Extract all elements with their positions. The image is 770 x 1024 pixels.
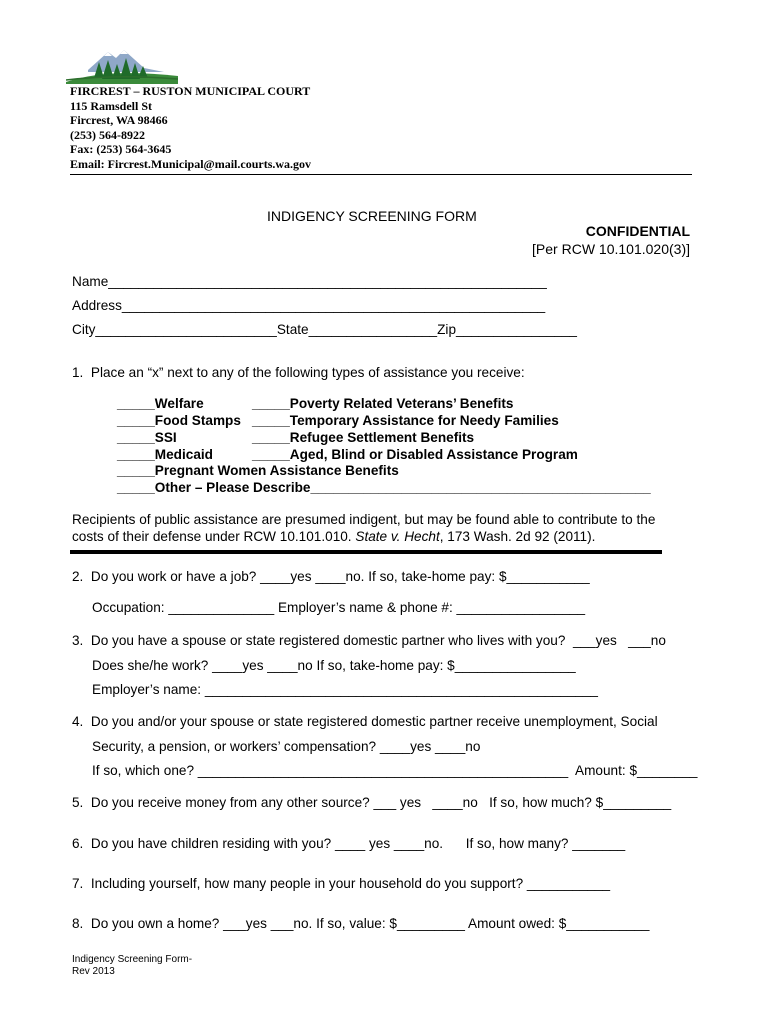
name-field[interactable]: Name__________________________________________________________ — [72, 274, 547, 289]
court-name: FIRCREST – RUSTON MUNICIPAL COURT — [70, 84, 311, 98]
court-phone: (253) 564-8922 — [70, 127, 145, 142]
court-fax: Fax: (253) 564-3645 — [70, 142, 172, 156]
question-6[interactable]: 6. Do you have children residing with you? ____ yes ____no. If so, how many? _______ — [72, 836, 626, 851]
assistance-welfare[interactable]: _____Welfare — [117, 396, 204, 411]
court-logo-mountain-trees — [66, 48, 178, 84]
spouse-employer-field[interactable]: Employer’s name: ____________________________________________________ — [92, 682, 598, 697]
footer-form-name: Indigency Screening Form- — [72, 954, 193, 965]
assistance-medicaid[interactable]: _____Medicaid — [117, 447, 213, 462]
question-7[interactable]: 7. Including yourself, how many people in your household do you support? ___________ — [72, 876, 611, 891]
indigency-notice — [72, 511, 672, 545]
court-email: Email: Fircrest.Municipal@mail.courts.wa.gov — [70, 156, 312, 171]
form-title: INDIGENCY SCREENING FORM — [267, 208, 477, 224]
notice-case-citation: State v. Hecht — [355, 529, 440, 544]
confidential-label: CONFIDENTIAL — [585, 223, 690, 239]
notice-text-end: , 173 Wash. 2d 92 (2011). — [439, 529, 596, 544]
assistance-poverty-veterans[interactable]: _____Poverty Related Veterans’ Benefits — [252, 396, 514, 411]
footer-revision: Rev 2013 — [72, 966, 115, 977]
section-divider — [70, 550, 662, 554]
assistance-other[interactable]: _____Other – Please Describe_____________________________________________ — [117, 480, 651, 495]
assistance-tanf[interactable]: _____Temporary Assistance for Needy Families — [252, 413, 559, 428]
court-address-city: Fircrest, WA 98466 — [70, 113, 168, 127]
question-8[interactable]: 8. Do you own a home? ___yes ___no. If so, value: $_________ Amount owed: $___________ — [72, 916, 650, 931]
occupation-field[interactable]: Occupation: ______________ Employer’s name & phone #: _________________ — [92, 600, 586, 615]
header-divider — [70, 174, 692, 175]
assistance-pregnant-women[interactable]: _____Pregnant Women Assistance Benefits — [117, 463, 399, 478]
spouse-work-field[interactable]: Does she/he work? ____yes ____no If so, take-home pay: $________________ — [92, 658, 576, 673]
benefits-which-amount-field[interactable]: If so, which one? _________________________________________________ Amount: $________ — [92, 763, 698, 778]
notice-text: Recipients of public assistance are presumed indigent, but may be found able to contribute to the costs of their defense under RCW 10.101.010. — [72, 512, 656, 544]
question-3[interactable]: 3. Do you have a spouse or state registered domestic partner who lives with you? ___yes ___no — [72, 633, 666, 648]
benefits-yes-no-field[interactable]: Security, a pension, or workers’ compensation? ____yes ____no — [92, 739, 481, 754]
rcw-reference: [Per RCW 10.101.020(3)] — [532, 241, 690, 257]
question-2[interactable]: 2. Do you work or have a job? ____yes ____no. If so, take-home pay: $___________ — [72, 569, 590, 584]
question-5[interactable]: 5. Do you receive money from any other source? ___ yes ____no If so, how much? $_________ — [72, 795, 672, 810]
city-state-zip-field[interactable]: City________________________State_________________Zip________________ — [72, 322, 577, 337]
assistance-ssi[interactable]: _____SSI — [117, 430, 177, 445]
assistance-refugee[interactable]: _____Refugee Settlement Benefits — [252, 430, 475, 445]
question-1: 1. Place an “x” next to any of the following types of assistance you receive: — [72, 365, 525, 380]
question-4: 4. Do you and/or your spouse or state registered domestic partner receive unemployment, Social — [72, 714, 658, 729]
assistance-food-stamps[interactable]: _____Food Stamps — [117, 413, 241, 428]
address-field[interactable]: Address________________________________________________________ — [72, 298, 546, 313]
assistance-aged-blind-disabled[interactable]: _____Aged, Blind or Disabled Assistance Program — [252, 447, 578, 462]
court-address-street: 115 Ramsdell St — [70, 98, 153, 113]
